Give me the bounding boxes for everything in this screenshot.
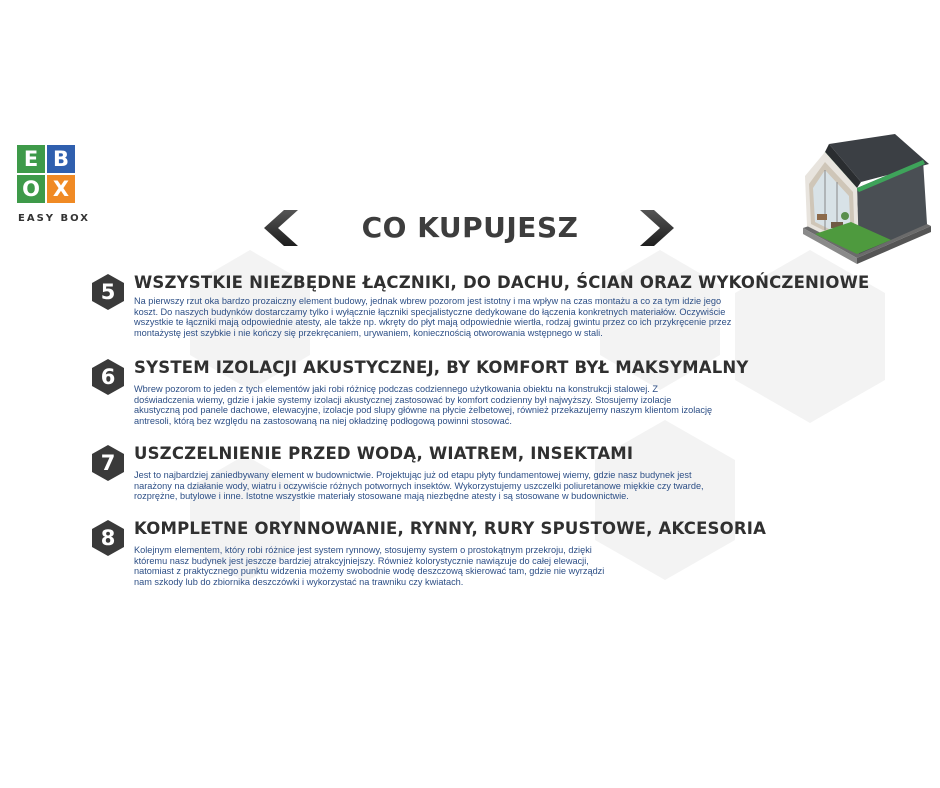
- logo-letter-b: B: [47, 145, 75, 173]
- section-number: 5: [100, 280, 116, 304]
- section-number: 7: [100, 451, 116, 475]
- chevron-right-icon: [638, 208, 678, 248]
- chevron-left-icon: [260, 208, 300, 248]
- page-title: CO KUPUJESZ: [361, 211, 579, 244]
- logo-letter-o: O: [17, 175, 45, 203]
- house-cutaway-image: [795, 130, 935, 270]
- section-title: KOMPLETNE ORYNNOWANIE, RYNNY, RURY SPUSTOWE, AKCESORIA: [134, 519, 767, 538]
- section-title: SYSTEM IZOLACJI AKUSTYCZNEJ, BY KOMFORT BYŁ MAKSYMALNY: [134, 358, 749, 377]
- easy-box-logo: [14, 143, 94, 225]
- section-title: USZCZELNIENIE PRZED WODĄ, WIATREM, INSEKTAMI: [134, 444, 634, 463]
- section-body: Jest to najbardziej zaniedbywany element w budownictwie. Projektując już od etapu płyty fundamentowej wiemy, gdzie nasz budynek jest narażony na działanie wody, wiatru i oczywiście różnych potwornych insektów. Wykorzystujemy uszczelki poliuretanowe miękkie czy twarde, rozprężne, butylowe i inne. Istotne wszystkie materiały stosowane mają niezbędne atesty i są stosowane w budownictwie.: [134, 470, 704, 502]
- logo-text: EASY BOX: [18, 213, 90, 224]
- section-number: 6: [100, 365, 116, 389]
- section-body: Na pierwszy rzut oka bardzo prozaiczny element budowy, jednak wbrew pozorom jest istotny i ma wpływ na czas montażu a co za tym idzie jego koszt. Do naszych budynków dostarczamy tylko i wyłącznie łączniki specjalistyczne dedykowane do łączenia konkretnych materiałów. Oczywiście wszystkie te łączniki mają odpowiednie atesty, ale także np. wkręty do płyt mają odpowiednie wiertła, rodzaj gwintu przez co ich przykręcenie przez montażystę jest szybkie i nie kończy się przekręcaniem, urywaniem, koniecznością otworowania wstępnego w stali.: [134, 296, 732, 338]
- section-body: Kolejnym elementem, który robi różnice jest system rynnowy, stosujemy system o prostokątnym przekroju, dzięki któremu nasz budynek jest jeszcze bardziej atrakcyjniejszy. Również kolorystycznie nawiązuje do całej elewacji, natomiast z praktycznego punktu widzenia możemy swobodnie wodę deszczową skierować tam, gdzie nie wyrządzi nam szkody lub do zbiornika deszczówki i wykorzystać na trawniku czy kwiatach.: [134, 545, 605, 587]
- section-title: WSZYSTKIE NIEZBĘDNE ŁĄCZNIKI, DO DACHU, ŚCIAN ORAZ WYKOŃCZENIOWE: [134, 273, 870, 292]
- section-body: Wbrew pozorom to jeden z tych elementów jaki robi różnicę podczas codziennego użytkowania obiektu na konstrukcji stalowej. Z doświadczenia wiemy, gdzie i jakie systemy izolacji akustycznej zastosować by komfort codzienny był najwyższy. Stosujemy izolacje akustyczną pod panele dachowe, elewacyjne, izolacje pod slupy główne na płycie żelbetowej, również przekazujemy naszym klientom izolację antresoli, którą bez względu na zastosowaną na niej okładzinę podłogową powinni stosować.: [134, 384, 713, 426]
- logo-letter-e: E: [17, 145, 45, 173]
- section-number: 8: [100, 526, 116, 550]
- logo-letter-x: X: [47, 175, 75, 203]
